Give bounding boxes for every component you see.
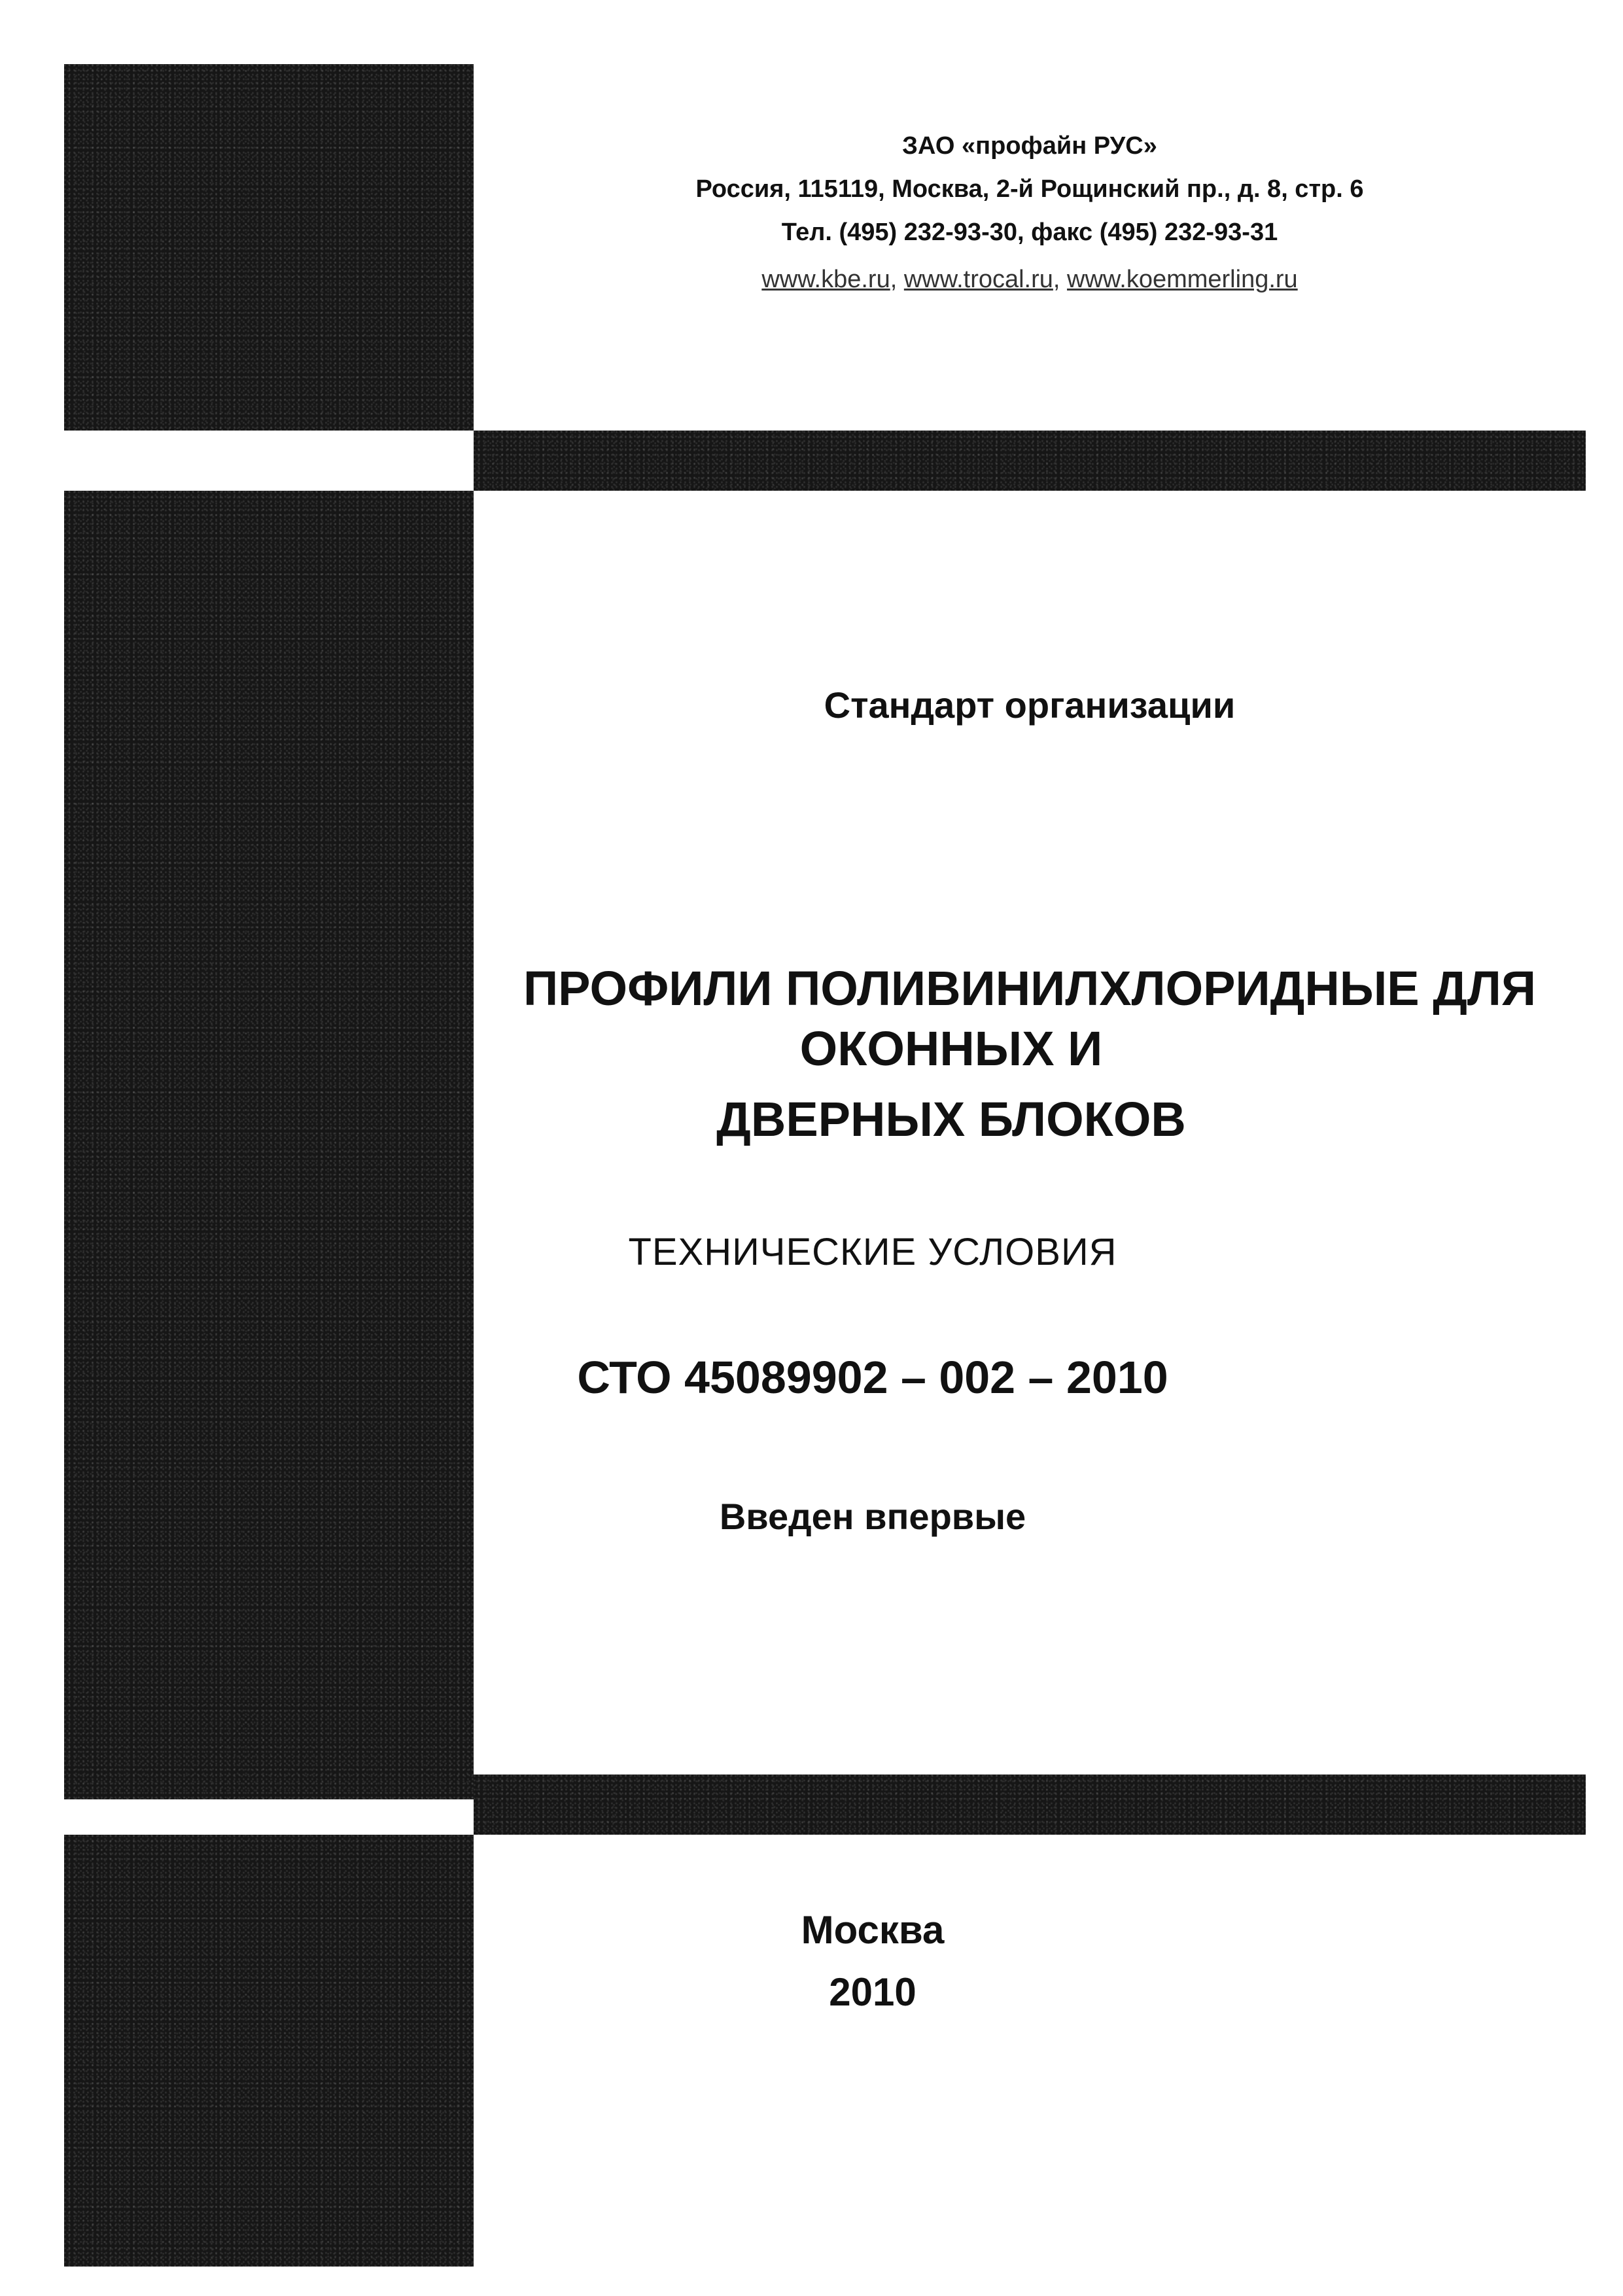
company-websites: www.kbe.ru, www.trocal.ru, www.koemmerling.ru <box>761 266 1298 293</box>
title-line-3: ДВЕРНЫХ БЛОКОВ <box>716 1092 1186 1146</box>
website-link-trocal[interactable]: www.trocal.ru <box>903 266 1053 293</box>
decorative-block-bottom-left <box>64 1835 474 2267</box>
title-line-2: ОКОННЫХ И <box>799 1021 1103 1076</box>
org-standard-label: Стандарт организации <box>824 684 1236 726</box>
publication-city: Москва <box>801 1908 945 1952</box>
publication-year: 2010 <box>829 1970 916 2014</box>
document-code: СТО 45089902 – 002 – 2010 <box>577 1352 1168 1403</box>
decorative-bar-top <box>474 431 1586 491</box>
document-title <box>474 959 1586 1150</box>
introduced-note: Введен впервые <box>719 1496 1026 1537</box>
company-header <box>474 124 1586 301</box>
document-subtitle: ТЕХНИЧЕСКИЕ УСЛОВИЯ <box>628 1231 1117 1273</box>
company-address: Россия, 115119, Москва, 2-й Рощинский пр., д. 8, стр. 6 <box>695 175 1364 203</box>
company-name: ЗАО «профайн РУС» <box>902 132 1157 160</box>
company-phone: Тел. (495) 232-93-30, факс (495) 232-93-31 <box>781 219 1278 246</box>
decorative-bar-bottom <box>474 1775 1586 1835</box>
decorative-block-top-left <box>64 64 474 431</box>
title-line-1: ПРОФИЛИ ПОЛИВИНИЛХЛОРИДНЫЕ ДЛЯ <box>523 961 1537 1016</box>
website-link-koemmerling[interactable]: www.koemmerling.ru <box>1067 266 1298 293</box>
website-link-kbe[interactable]: www.kbe.ru <box>761 266 890 293</box>
